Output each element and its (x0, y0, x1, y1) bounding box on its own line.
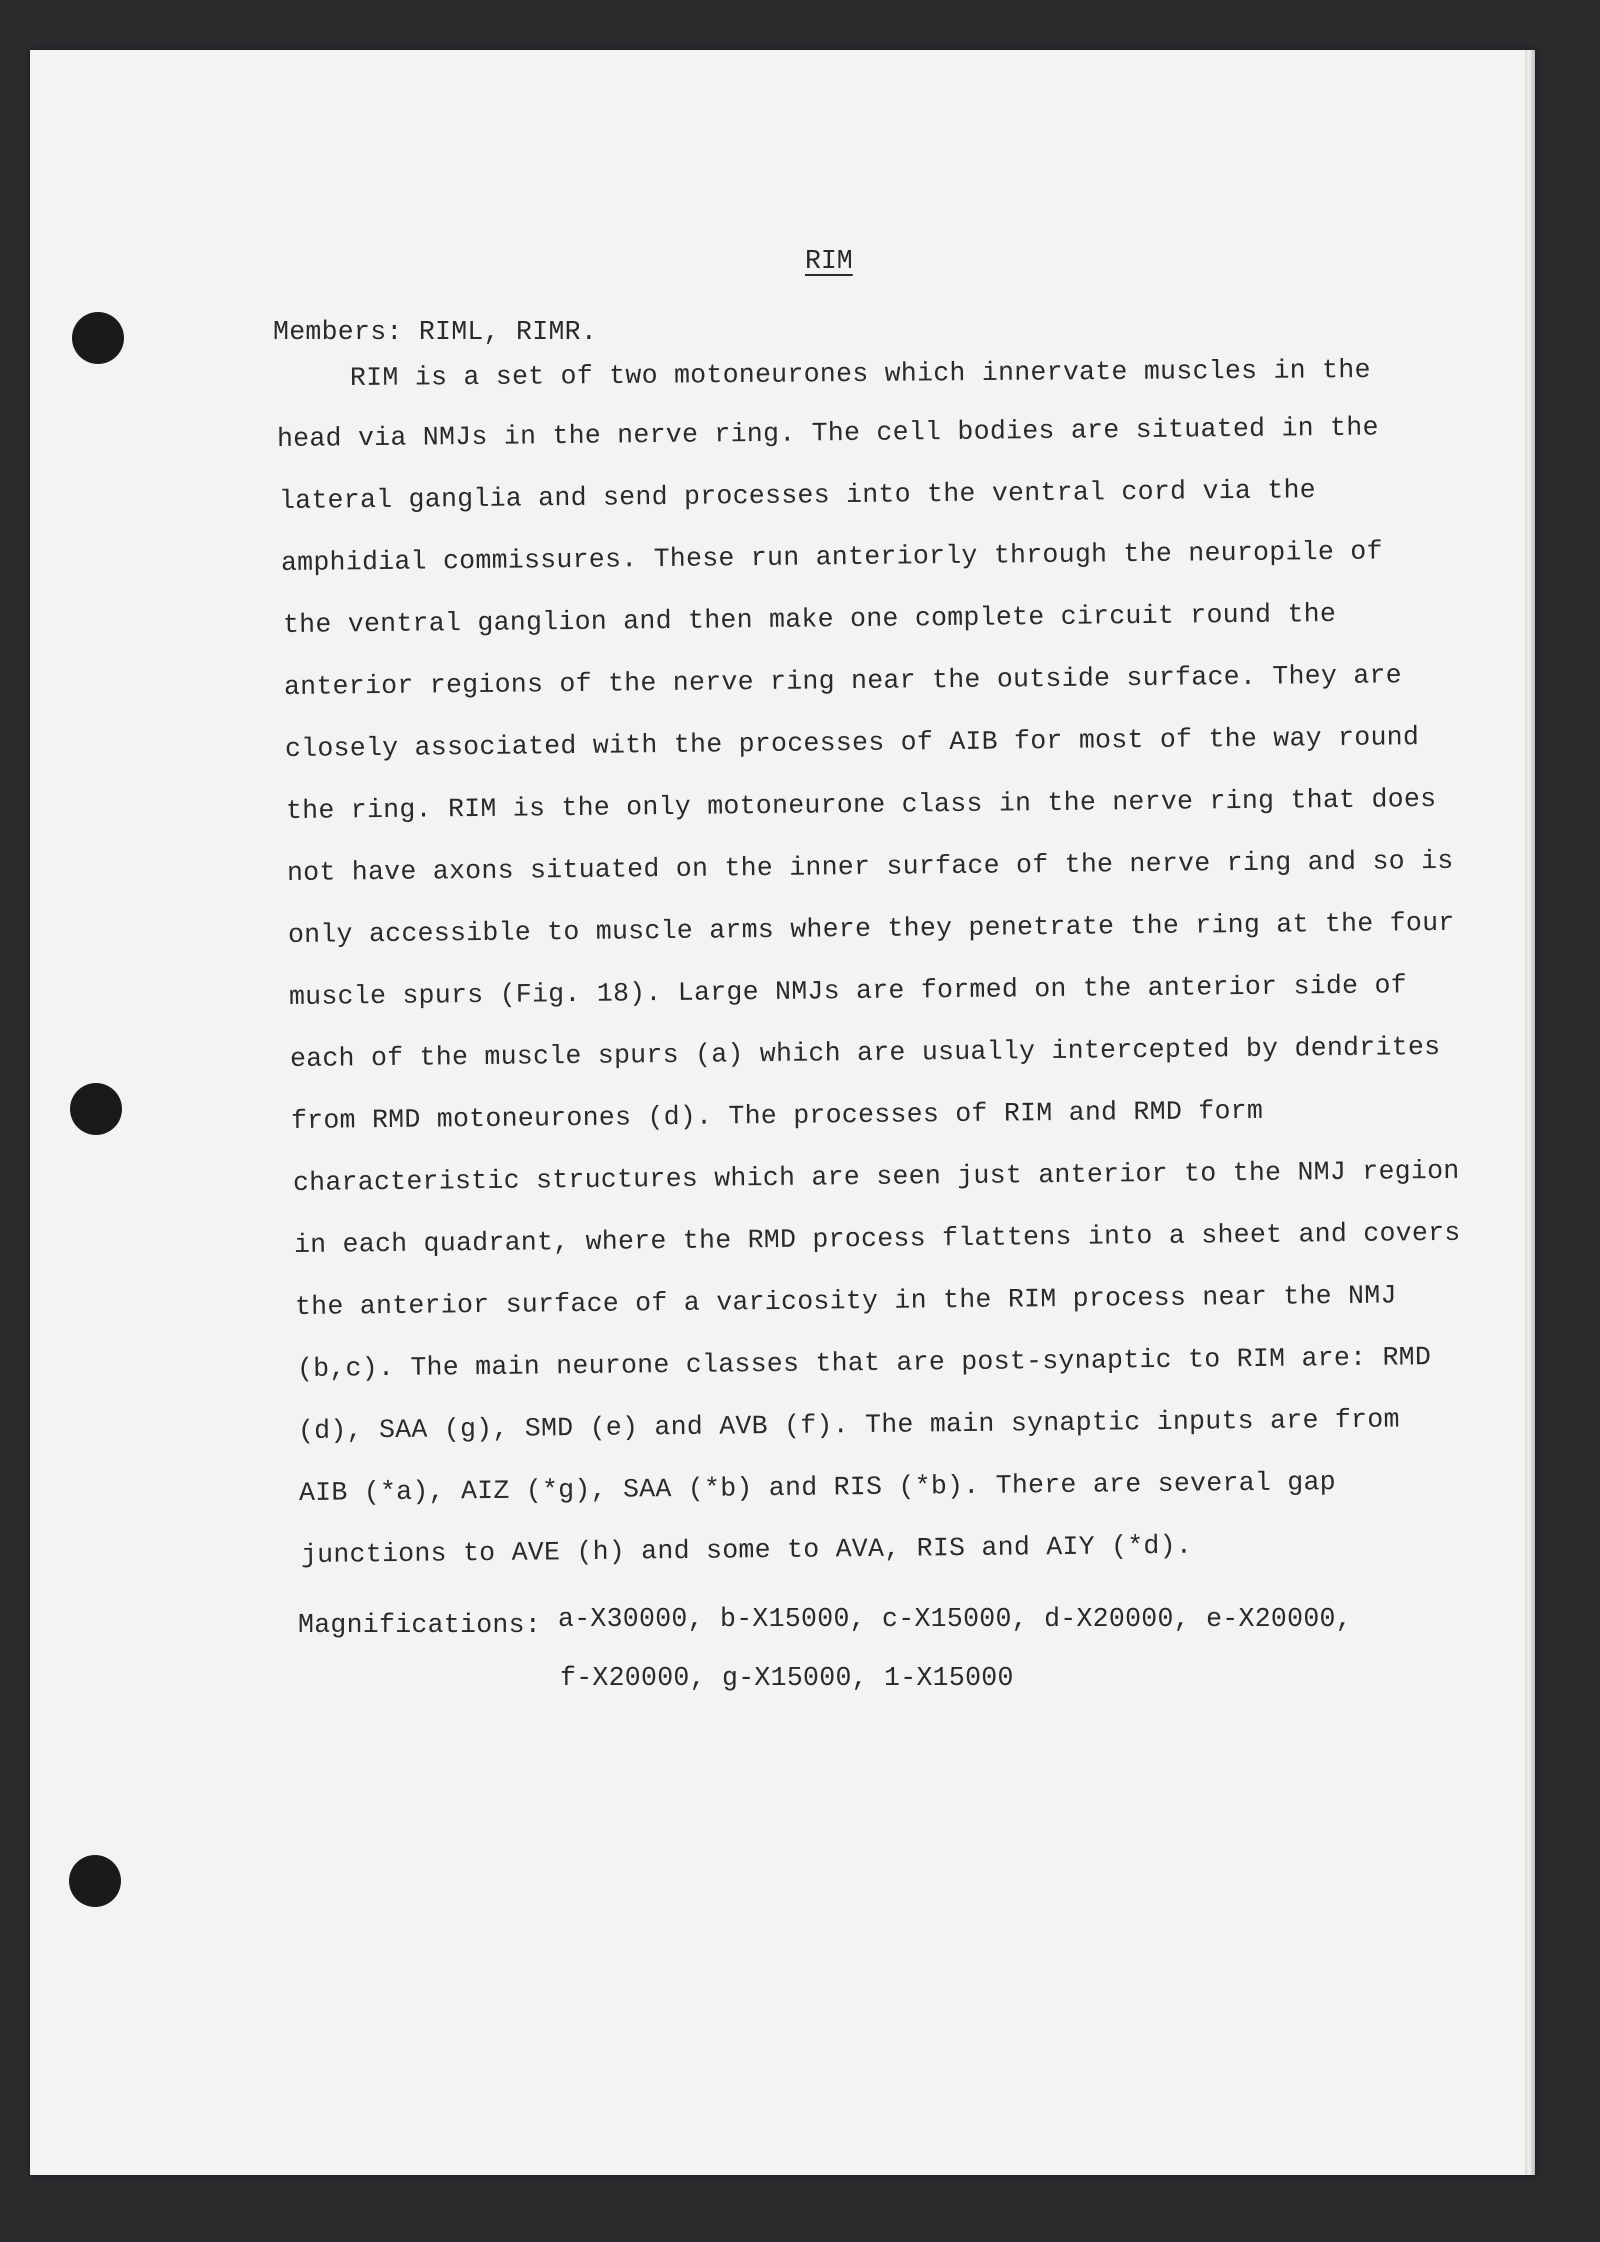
punch-hole-bottom (69, 1855, 121, 1907)
body-line: RIM is a set of two motoneurones which innervate muscles in the (349, 354, 1371, 393)
body-line: amphidial commissures. These run anteriorly through the neuropile of (280, 536, 1383, 578)
magnifications-line-2: f-X20000, g-X15000, 1-X15000 (560, 1663, 1014, 1693)
body-line: lateral ganglia and send processes into the ventral cord via the (278, 475, 1317, 516)
page-edge (1525, 50, 1535, 2175)
body-line: each of the muscle spurs (a) which are usually intercepted by dendrites (289, 1031, 1441, 1074)
body-line: not have axons situated on the inner surface of the nerve ring and so is (286, 845, 1454, 888)
magnifications-line-1: a-X30000, b-X15000, c-X15000, d-X20000, e-X20000, (558, 1604, 1352, 1634)
members-line: Members: RIML, RIMR. (273, 317, 598, 347)
magnifications-label: Magnifications: (298, 1610, 542, 1640)
body-line: head via NMJs in the nerve ring. The cell bodies are situated in the (276, 412, 1379, 454)
body-line: in each quadrant, where the RMD process flattens into a sheet and covers (293, 1217, 1461, 1260)
body-line: the ventral ganglion and then make one complete circuit round the (282, 598, 1337, 640)
body-line: (b,c). The main neurone classes that are post-synaptic to RIM are: RMD (296, 1342, 1432, 1384)
body-line: the ring. RIM is the only motoneurone class in the nerve ring that does (285, 783, 1437, 826)
body-line: the anterior surface of a varicosity in the RIM process near the NMJ (294, 1280, 1397, 1322)
document-title: RIM (805, 246, 853, 276)
body-line: (d), SAA (g), SMD (e) and AVB (f). The main synaptic inputs are from (297, 1404, 1400, 1446)
body-line: closely associated with the processes of AIB for most of the way round (284, 722, 1420, 764)
body-line: AIB (*a), AIZ (*g), SAA (*b) and RIS (*b). There are several gap (298, 1467, 1337, 1508)
body-line: muscle spurs (Fig. 18). Large NMJs are formed on the anterior side of (288, 970, 1408, 1012)
punch-hole-top (72, 312, 124, 364)
body-line: anterior regions of the nerve ring near the outside surface. They are (283, 660, 1403, 702)
body-line: only accessible to muscle arms where they penetrate the ring at the four (287, 907, 1455, 950)
body-line: from RMD motoneurones (d). The processes of RIM and RMD form (290, 1095, 1264, 1136)
punch-hole-middle (70, 1083, 122, 1135)
body-line: characteristic structures which are seen just anterior to the NMJ region (292, 1155, 1460, 1198)
body-line: junctions to AVE (h) and some to AVA, RIS and AIY (*d). (300, 1530, 1193, 1570)
